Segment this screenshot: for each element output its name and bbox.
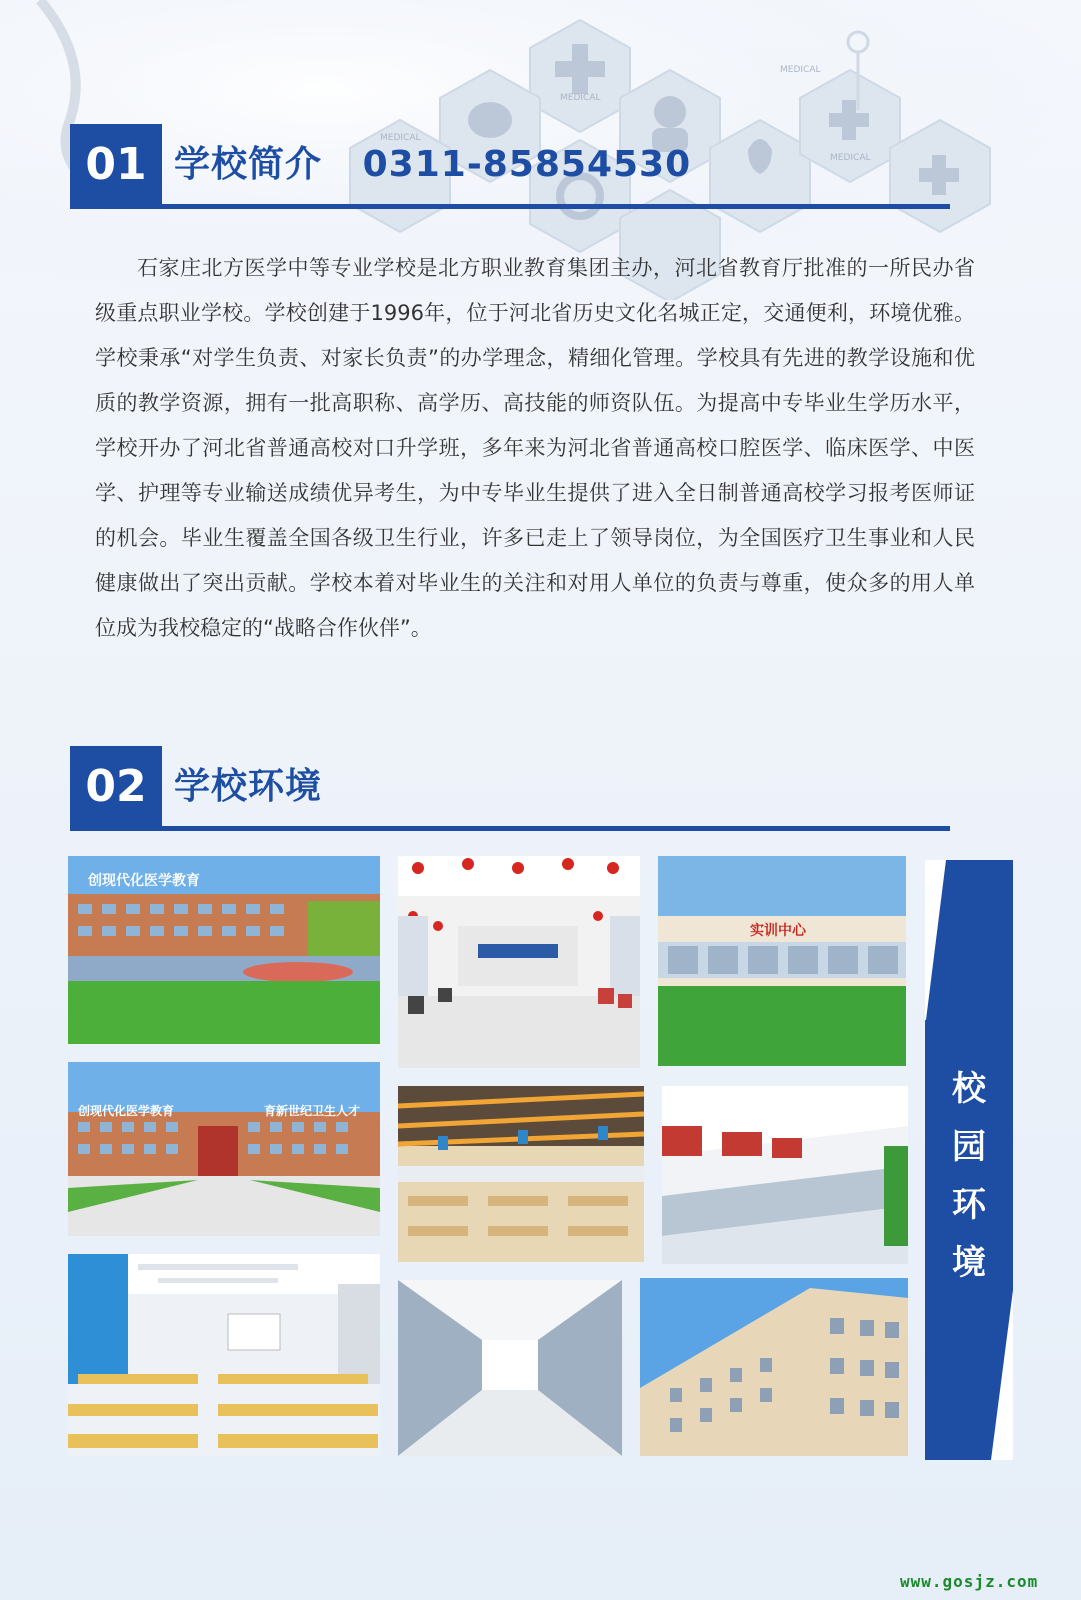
svg-text:MEDICAL: MEDICAL xyxy=(380,133,421,143)
section-underline xyxy=(70,204,950,209)
photo-sign: 创现代化医学教育 xyxy=(88,873,200,889)
photo-sign-left: 创现代化医学教育 xyxy=(78,1104,175,1118)
phone-number: 0311-85854530 xyxy=(362,144,692,185)
photo-campus-court xyxy=(68,856,380,1044)
website-url[interactable]: www.gosjz.com xyxy=(900,1572,1039,1591)
photo-food-counter xyxy=(662,1086,908,1264)
section-title-text: 学校环境 xyxy=(174,766,323,807)
section-title xyxy=(174,758,322,809)
photo-classroom xyxy=(68,1254,380,1456)
svg-text:MEDICAL: MEDICAL xyxy=(780,65,821,75)
school-intro-paragraph: 石家庄北方医学中等专业学校是北方职业教育集团主办，河北省教育厅批准的一所民办省级重点职业学校。学校创建于1996年，位于河北省历史文化名城正定，交通便利，环境优雅。学校秉承“对学生负责、对家长负责”的办学理念，精细化管理。学校具有先进的教学设施和优质的教学资源，拥有一批高职称、高学历、高技能的师资队伍。为提高中专毕业生学历水平，学校开办了河北省普通高校对口升学班，多年来为河北省普通高校口腔医学、临床医学、中医学、护理等专业输送成绩优异考生，为中专毕业生提供了进入全日制普通高校学习报考医师证的机会。毕业生覆盖全国各级卫生行业，许多已走上了领导岗位，为全国医疗卫生事业和人民健康做出了突出贡献。学校本着对毕业生的关注和对用人单位的负责与尊重，使众多的用人单位成为我校稳定的“战略合作伙伴”。 xyxy=(95,256,975,640)
section-title xyxy=(174,136,691,187)
section-title-text: 学校简介 xyxy=(174,144,323,185)
svg-text:MEDICAL: MEDICAL xyxy=(830,153,871,163)
photo-training-center xyxy=(658,856,906,1066)
svg-text:MEDICAL: MEDICAL xyxy=(560,93,601,103)
photo-main-building xyxy=(68,1062,380,1236)
section-underline xyxy=(70,826,950,831)
campus-environment-banner xyxy=(925,860,1013,1460)
photo-dormitory xyxy=(640,1278,908,1456)
section-header-intro xyxy=(70,124,950,212)
photo-sign: 实训中心 xyxy=(750,923,806,939)
photo-corridor xyxy=(398,1280,622,1456)
photo-lobby xyxy=(398,856,640,1068)
section-number: 02 xyxy=(70,746,162,826)
section-header-environment xyxy=(70,746,950,834)
banner-text: 校 园 环 境 xyxy=(952,1069,986,1283)
photo-sign-right: 育新世纪卫生人才 xyxy=(264,1104,361,1118)
section-number: 01 xyxy=(70,124,162,204)
photo-cafeteria xyxy=(398,1086,644,1262)
